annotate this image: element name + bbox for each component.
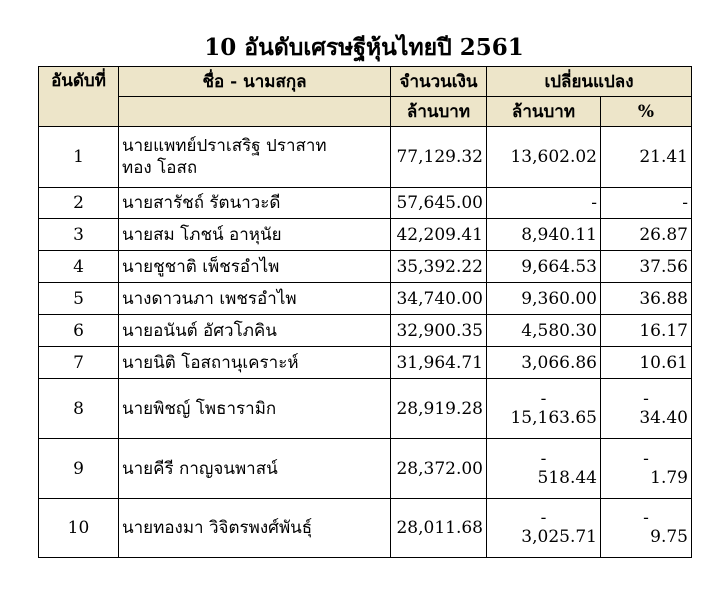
header-rank: อันดับที่ — [39, 67, 119, 127]
percent-cell: 37.56 — [601, 251, 692, 283]
percent-cell: 21.41 — [601, 127, 692, 188]
name-cell: นางดาวนภา เพชรอำไพ — [119, 283, 391, 315]
name-cell — [119, 127, 391, 188]
rank-cell: 9 — [39, 439, 119, 499]
table-row — [39, 347, 692, 379]
name-cell: นายชูชาติ เพ็ชรอำไพ — [119, 251, 391, 283]
percent-cell: - — [601, 188, 692, 219]
rank-cell: 3 — [39, 219, 119, 251]
change-cell — [487, 439, 601, 499]
percent-cell — [601, 439, 692, 499]
table-row — [39, 439, 692, 499]
percent-cell — [601, 499, 692, 558]
page-title: 10 อันดับเศรษฐีหุ้นไทยปี 2561 — [204, 34, 524, 61]
rank-cell: 8 — [39, 379, 119, 439]
percent-cell: 16.17 — [601, 315, 692, 347]
change-cell: 4,580.30 — [487, 315, 601, 347]
amount-cell: 32,900.35 — [391, 315, 487, 347]
header-amount-unit: ล้านบาท — [391, 97, 487, 127]
change-cell: 9,360.00 — [487, 283, 601, 315]
name-cell: นายสารัชถ์ รัตนาวะดี — [119, 188, 391, 219]
table-row — [39, 283, 692, 315]
minus-sign: - — [540, 508, 547, 528]
header-name: ชื่อ - นามสกุล — [119, 67, 391, 97]
change-value: 3,025.71 — [521, 527, 597, 547]
amount-cell: 57,645.00 — [391, 188, 487, 219]
change-cell: 9,664.53 — [487, 251, 601, 283]
change-cell: 8,940.11 — [487, 219, 601, 251]
header-row — [39, 67, 692, 97]
name-cell: นายทองมา วิจิตรพงศ์พันธุ์ — [119, 499, 391, 558]
header-change-unit: ล้านบาท — [487, 97, 601, 127]
header-unit-row — [39, 97, 692, 127]
amount-cell: 34,740.00 — [391, 283, 487, 315]
amount-cell: 35,392.22 — [391, 251, 487, 283]
table-row — [39, 379, 692, 439]
name-cell: นายนิติ โอสถานุเคราะห์ — [119, 347, 391, 379]
header-percent: % — [601, 97, 692, 127]
rank-cell: 2 — [39, 188, 119, 219]
change-cell: - — [487, 188, 601, 219]
name-cell: นายอนันต์ อัศวโภคิน — [119, 315, 391, 347]
minus-sign: - — [643, 448, 649, 469]
name-cell: นายสม โภชน์ อาหุนัย — [119, 219, 391, 251]
table-row — [39, 188, 692, 219]
minus-sign: - — [540, 448, 547, 469]
change-cell — [487, 499, 601, 558]
rank-cell: 6 — [39, 315, 119, 347]
amount-cell: 42,209.41 — [391, 219, 487, 251]
name-cell: นายคีรี กาญจนพาสน์ — [119, 439, 391, 499]
ranking-table — [38, 66, 692, 558]
table-row — [39, 251, 692, 283]
name-line: นายแพทย์ปราเสริฐ ปราสาท — [122, 136, 327, 156]
header-change: เปลี่ยนแปลง — [487, 67, 692, 97]
header-name-blank — [119, 97, 391, 127]
rank-cell: 7 — [39, 347, 119, 379]
percent-cell: 26.87 — [601, 219, 692, 251]
change-cell: 3,066.86 — [487, 347, 601, 379]
name-line: ทอง โอสถ — [122, 158, 198, 178]
percent-value: 1.79 — [650, 467, 688, 488]
amount-cell: 31,964.71 — [391, 347, 487, 379]
change-cell — [487, 379, 601, 439]
minus-sign: - — [643, 388, 649, 409]
percent-value: 9.75 — [650, 527, 688, 547]
change-cell: 13,602.02 — [487, 127, 601, 188]
percent-cell — [601, 379, 692, 439]
percent-value: 34.40 — [639, 407, 688, 428]
amount-cell: 28,011.68 — [391, 499, 487, 558]
minus-sign: - — [643, 508, 649, 528]
table-row — [39, 499, 692, 558]
change-value: 518.44 — [537, 467, 597, 488]
rank-cell: 5 — [39, 283, 119, 315]
rank-cell: 1 — [39, 127, 119, 188]
name-cell: นายพิชญ์ โพธารามิก — [119, 379, 391, 439]
table-row — [39, 219, 692, 251]
rank-cell: 10 — [39, 499, 119, 558]
header-amount: จำนวนเงิน — [391, 67, 487, 97]
percent-cell: 10.61 — [601, 347, 692, 379]
table-row — [39, 127, 692, 188]
table-row — [39, 315, 692, 347]
rank-cell: 4 — [39, 251, 119, 283]
minus-sign: - — [540, 388, 547, 409]
change-value: 15,163.65 — [510, 407, 597, 428]
amount-cell: 28,372.00 — [391, 439, 487, 499]
amount-cell: 77,129.32 — [391, 127, 487, 188]
percent-cell: 36.88 — [601, 283, 692, 315]
amount-cell: 28,919.28 — [391, 379, 487, 439]
